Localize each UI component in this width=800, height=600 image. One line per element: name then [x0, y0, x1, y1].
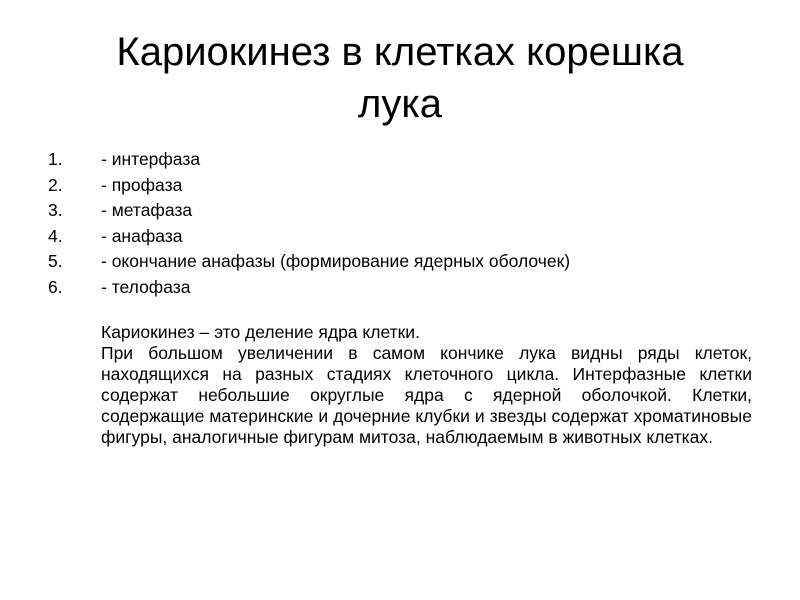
description-block — [101, 322, 752, 448]
stage-number: 1. — [48, 149, 63, 169]
stage-list — [40, 147, 740, 301]
stage-label: - метафаза — [101, 200, 193, 221]
slide-title — [40, 26, 760, 130]
stage-label: - интерфаза — [101, 149, 201, 169]
stage-label: - окончание анафазы (формирование ядерных оболочек) — [101, 251, 571, 272]
stage-number: 4. — [48, 225, 63, 246]
stage-number: 5. — [48, 251, 63, 272]
stage-label: - телофаза — [101, 276, 191, 297]
stage-item-interphase — [40, 147, 740, 173]
stage-number: 6. — [48, 276, 63, 297]
stage-item-late-anaphase — [40, 249, 740, 275]
slide-title-line-2: лука — [358, 82, 442, 126]
stage-item-metaphase — [40, 198, 740, 224]
stage-item-telophase — [40, 275, 740, 301]
description-text: При большом увеличении в самом кончике лука видны ряды клеток, находящихся на разных стадиях клеточного цикла. Интерфазные клетки содержат небольшие округлые ядра с ядерной оболочкой. Клетки, содержащие материнские и дочерние клубки и звезды содержат хроматиновые фигуры, аналогичные фигурам митоза, наблюдаемым в животных клетках. — [101, 343, 752, 447]
definition-text: Кариокинез – это деление ядра клетки. — [101, 322, 420, 342]
slide-title-line-1: Кариокинез в клетках корешка — [116, 30, 684, 74]
stage-label: - профаза — [101, 174, 183, 195]
stage-number: 2. — [48, 174, 63, 195]
stage-label: - анафаза — [101, 225, 183, 246]
stage-item-prophase — [40, 173, 740, 199]
stage-number: 3. — [48, 200, 63, 221]
stage-item-anaphase — [40, 224, 740, 250]
